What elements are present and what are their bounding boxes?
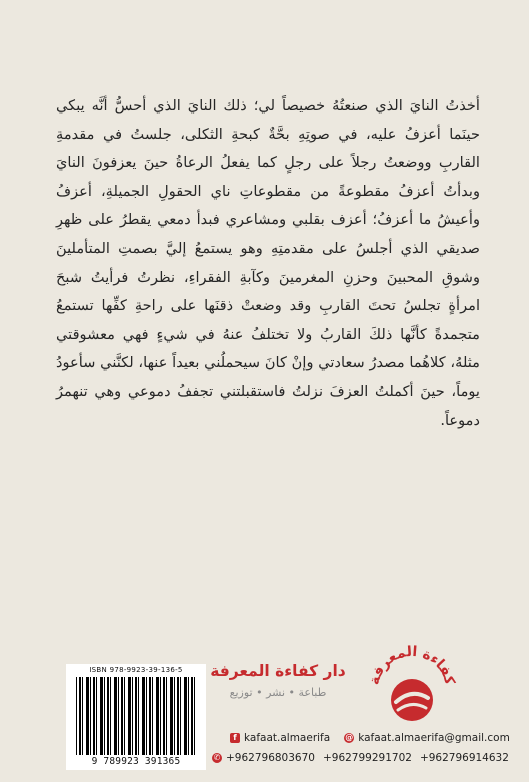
email-icon: @ [345, 733, 354, 742]
email-address: kafaat.almaerifa@gmail.com [358, 732, 510, 744]
phone-icon: ✆ [213, 753, 221, 762]
publisher-tagline: طباعة • نشر • توزيع [229, 686, 327, 699]
phone-contacts [212, 752, 517, 764]
barcode-digits: 9 789923 391365 [91, 756, 181, 767]
phone-number: +962799291702 [322, 752, 412, 764]
phone-number: +962796803670 [226, 752, 315, 764]
facebook-icon: f [230, 733, 240, 743]
isbn-label: ISBN 978-9923-39-136-5 [89, 666, 183, 674]
back-cover-blurb [56, 92, 480, 435]
facebook-handle: kafaat.almaerifa [244, 732, 331, 744]
isbn-barcode [66, 664, 206, 770]
barcode-bars [76, 677, 196, 755]
blurb-paragraph: أخذتُ النايَ الذي صنعتُهُ خصيصاً لي؛ ذلك النايَ الذي أحسُّ أنَّه يبكي حينَما أعزفُ عليه، في صوتِهِ بحَّةٌ كبحةِ الثكلى، جلستُ في مقدمةِ القاربِ ووضعتُ رجلاً على رجلٍ كما يفعلُ الرعاةُ حينَ يعزفونَ النايَ وبدأتُ أعزفُ مقطوعةً من مقطوعاتِ ناي الحقولِ الجميلةِ، أعزفُ وأعيشُ ما أعزفُ؛ أعزف بقلبي ومشاعري فبدأ دمعي يقطرُ على ظهرِ صديقي الذي أجلسُ على مقدمتِهِ وهو يستمعُ إليَّ بصمتِ المتأملينَ وشوقِ المحبينَ وحزنِ المغرمينَ وكآبةِ الفقراءِ، نظرتُ فرأيتُ شبحَ امرأةٍ تجلسُ تحتَ القاربِ وقد وضعتْ ذقنَها على راحةِ كفِّها تستمعُ متجمدةً كأنَّها ذلكَ القاربُ ولا تختلفُ عنهُ في شيءٍ فهي معشوقتي مثلهُ، كلاهُما مصدرُ سعادتي وإنْ كانَ سيحملُني بعيداً عنها، لكنَّني سأعودُ يوماً، حينَ أكملتُ العزفَ نزلتُ فاستقبلتني تجففُ دموعي وهي تنهمرُ دموعاً. [56, 97, 480, 429]
logo-arc-text: كفاءة المعرفة [366, 643, 458, 687]
publisher-logo [360, 630, 464, 734]
social-contacts [230, 732, 510, 744]
publisher-name: دار كفاءة المعرفة [210, 662, 346, 680]
phone-number: +962796914632 [419, 752, 509, 764]
